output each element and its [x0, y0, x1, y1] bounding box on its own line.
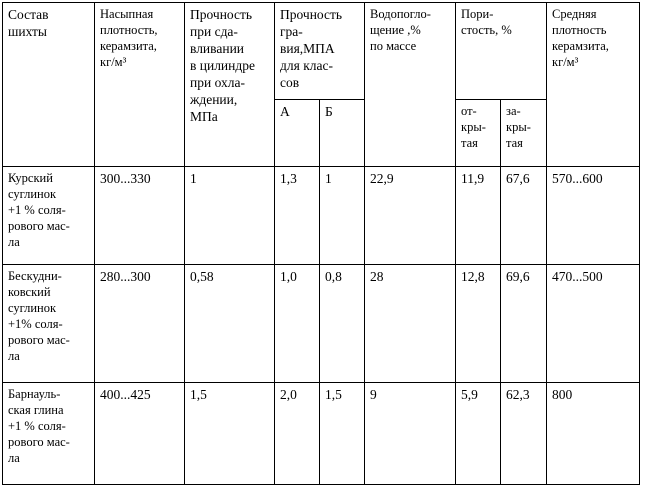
cell-strength-a: 1,0 — [275, 265, 320, 383]
cell-porosity-closed: 69,6 — [501, 265, 547, 383]
cell-composition: Барнауль- ская глина +1 % соля- рового мас- ла — [3, 383, 95, 485]
cell-bulk-density: 400...425 — [95, 383, 185, 485]
cell-strength-cylinder: 0,58 — [185, 265, 275, 383]
cell-bulk-density: 300...330 — [95, 167, 185, 265]
cell-porosity-open: 11,9 — [456, 167, 501, 265]
header-class-b: Б — [320, 100, 365, 167]
data-table — [2, 2, 640, 485]
cell-porosity-closed: 67,6 — [501, 167, 547, 265]
cell-strength-b: 1 — [320, 167, 365, 265]
cell-strength-a: 1,3 — [275, 167, 320, 265]
cell-strength-a: 2,0 — [275, 383, 320, 485]
cell-avg-density: 470...500 — [547, 265, 640, 383]
cell-avg-density: 800 — [547, 383, 640, 485]
cell-avg-density: 570...600 — [547, 167, 640, 265]
cell-strength-b: 1,5 — [320, 383, 365, 485]
cell-strength-cylinder: 1,5 — [185, 383, 275, 485]
cell-composition: Курский суглинок +1 % соля- рового мас- ла — [3, 167, 95, 265]
header-gravel-strength: Прочность гра- вия,МПА для клас- сов — [275, 3, 365, 100]
header-row — [3, 3, 640, 100]
header-strength-cylinder: Прочность при сда- вливании в цилиндре при охла- ждении, МПа — [185, 3, 275, 167]
header-bulk-density: Насыпная плотность, керамзита, кг/м³ — [95, 3, 185, 167]
cell-water-absorption: 28 — [365, 265, 456, 383]
header-porosity: Пори- стость, % — [456, 3, 547, 100]
header-porosity-closed: за- кры- тая — [501, 100, 547, 167]
header-avg-density: Средняя плотность керамзита, кг/м³ — [547, 3, 640, 167]
header-porosity-open: от- кры- тая — [456, 100, 501, 167]
header-class-a: А — [275, 100, 320, 167]
table-row — [3, 167, 640, 265]
cell-composition: Бескудни- ковский суглинок +1% соля- рового мас- ла — [3, 265, 95, 383]
header-water-absorption: Водопогло- щение ,% по массе — [365, 3, 456, 167]
header-composition: Состав шихты — [3, 3, 95, 167]
cell-strength-cylinder: 1 — [185, 167, 275, 265]
cell-strength-b: 0,8 — [320, 265, 365, 383]
cell-porosity-open: 12,8 — [456, 265, 501, 383]
table-row — [3, 383, 640, 485]
cell-water-absorption: 22,9 — [365, 167, 456, 265]
cell-porosity-open: 5,9 — [456, 383, 501, 485]
cell-water-absorption: 9 — [365, 383, 456, 485]
cell-bulk-density: 280...300 — [95, 265, 185, 383]
table-row — [3, 265, 640, 383]
cell-porosity-closed: 62,3 — [501, 383, 547, 485]
